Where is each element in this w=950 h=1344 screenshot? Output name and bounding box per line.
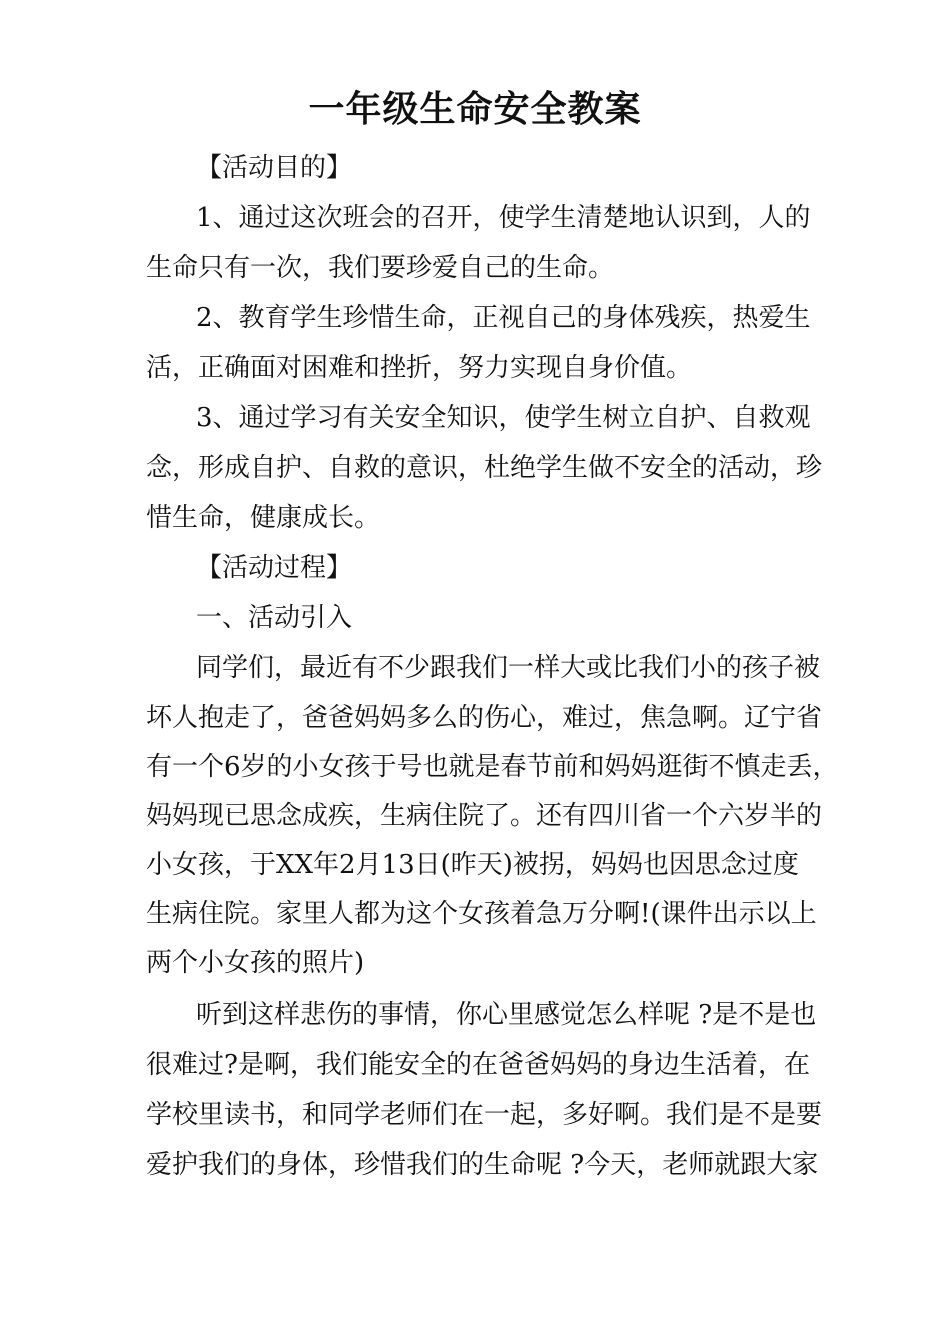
paragraph-line: 生命只有一次，我们要珍爱自己的生命。 — [146, 253, 615, 283]
paragraph-line: 2、教育学生珍惜生命，正视自己的身体残疾，热爱生 — [196, 303, 811, 333]
paragraph-line: 念，形成自护、自救的意识，杜绝学生做不安全的活动，珍 — [146, 453, 823, 483]
paragraph-line: 坏人抱走了，爸爸妈妈多么的伤心，难过，焦急啊。辽宁省 — [146, 703, 823, 733]
paragraph-line: 两个小女孩的照片) — [146, 948, 365, 978]
paragraph-line: 爱护我们的身体，珍惜我们的生命呢 ?今天，老师就跟大家 — [146, 1150, 819, 1180]
paragraph-line: 妈妈现已思念成疾，生病住院了。还有四川省一个六岁半的 — [146, 801, 823, 831]
paragraph-line: 1、通过这次班会的召开，使学生清楚地认识到，人的 — [196, 203, 811, 233]
paragraph-line: 活，正确面对困难和挫折，努力实现自身价值。 — [146, 353, 693, 383]
paragraph-line: 惜生命，健康成长。 — [146, 503, 381, 533]
subsection-heading: 一、活动引入 — [196, 603, 353, 633]
paragraph-line: 生病住院。家里人都为这个女孩着急万分啊!(课件出示以上 — [146, 899, 817, 929]
paragraph-line: 3、通过学习有关安全知识，使学生树立自护、自救观 — [196, 403, 811, 433]
document-title: 一年级生命安全教案 — [308, 88, 642, 130]
paragraph-line: 学校里读书，和同学老师们在一起，多好啊。我们是不是要 — [146, 1100, 823, 1130]
paragraph-line: 有一个6岁的小女孩于号也就是春节前和妈妈逛街不慎走丢， — [146, 752, 839, 782]
paragraph-line: 小女孩，于XX年2月13日(昨天)被拐，妈妈也因思念过度 — [146, 850, 799, 880]
paragraph-line: 很难过?是啊，我们能安全的在爸爸妈妈的身边生活着，在 — [146, 1050, 810, 1080]
paragraph-line: 听到这样悲伤的事情，你心里感觉怎么样呢 ?是不是也 — [196, 1000, 817, 1030]
paragraph-line: 同学们，最近有不少跟我们一样大或比我们小的孩子被 — [196, 653, 821, 683]
section-heading-objectives: 【活动目的】 — [196, 153, 353, 183]
section-heading-process: 【活动过程】 — [196, 553, 353, 583]
